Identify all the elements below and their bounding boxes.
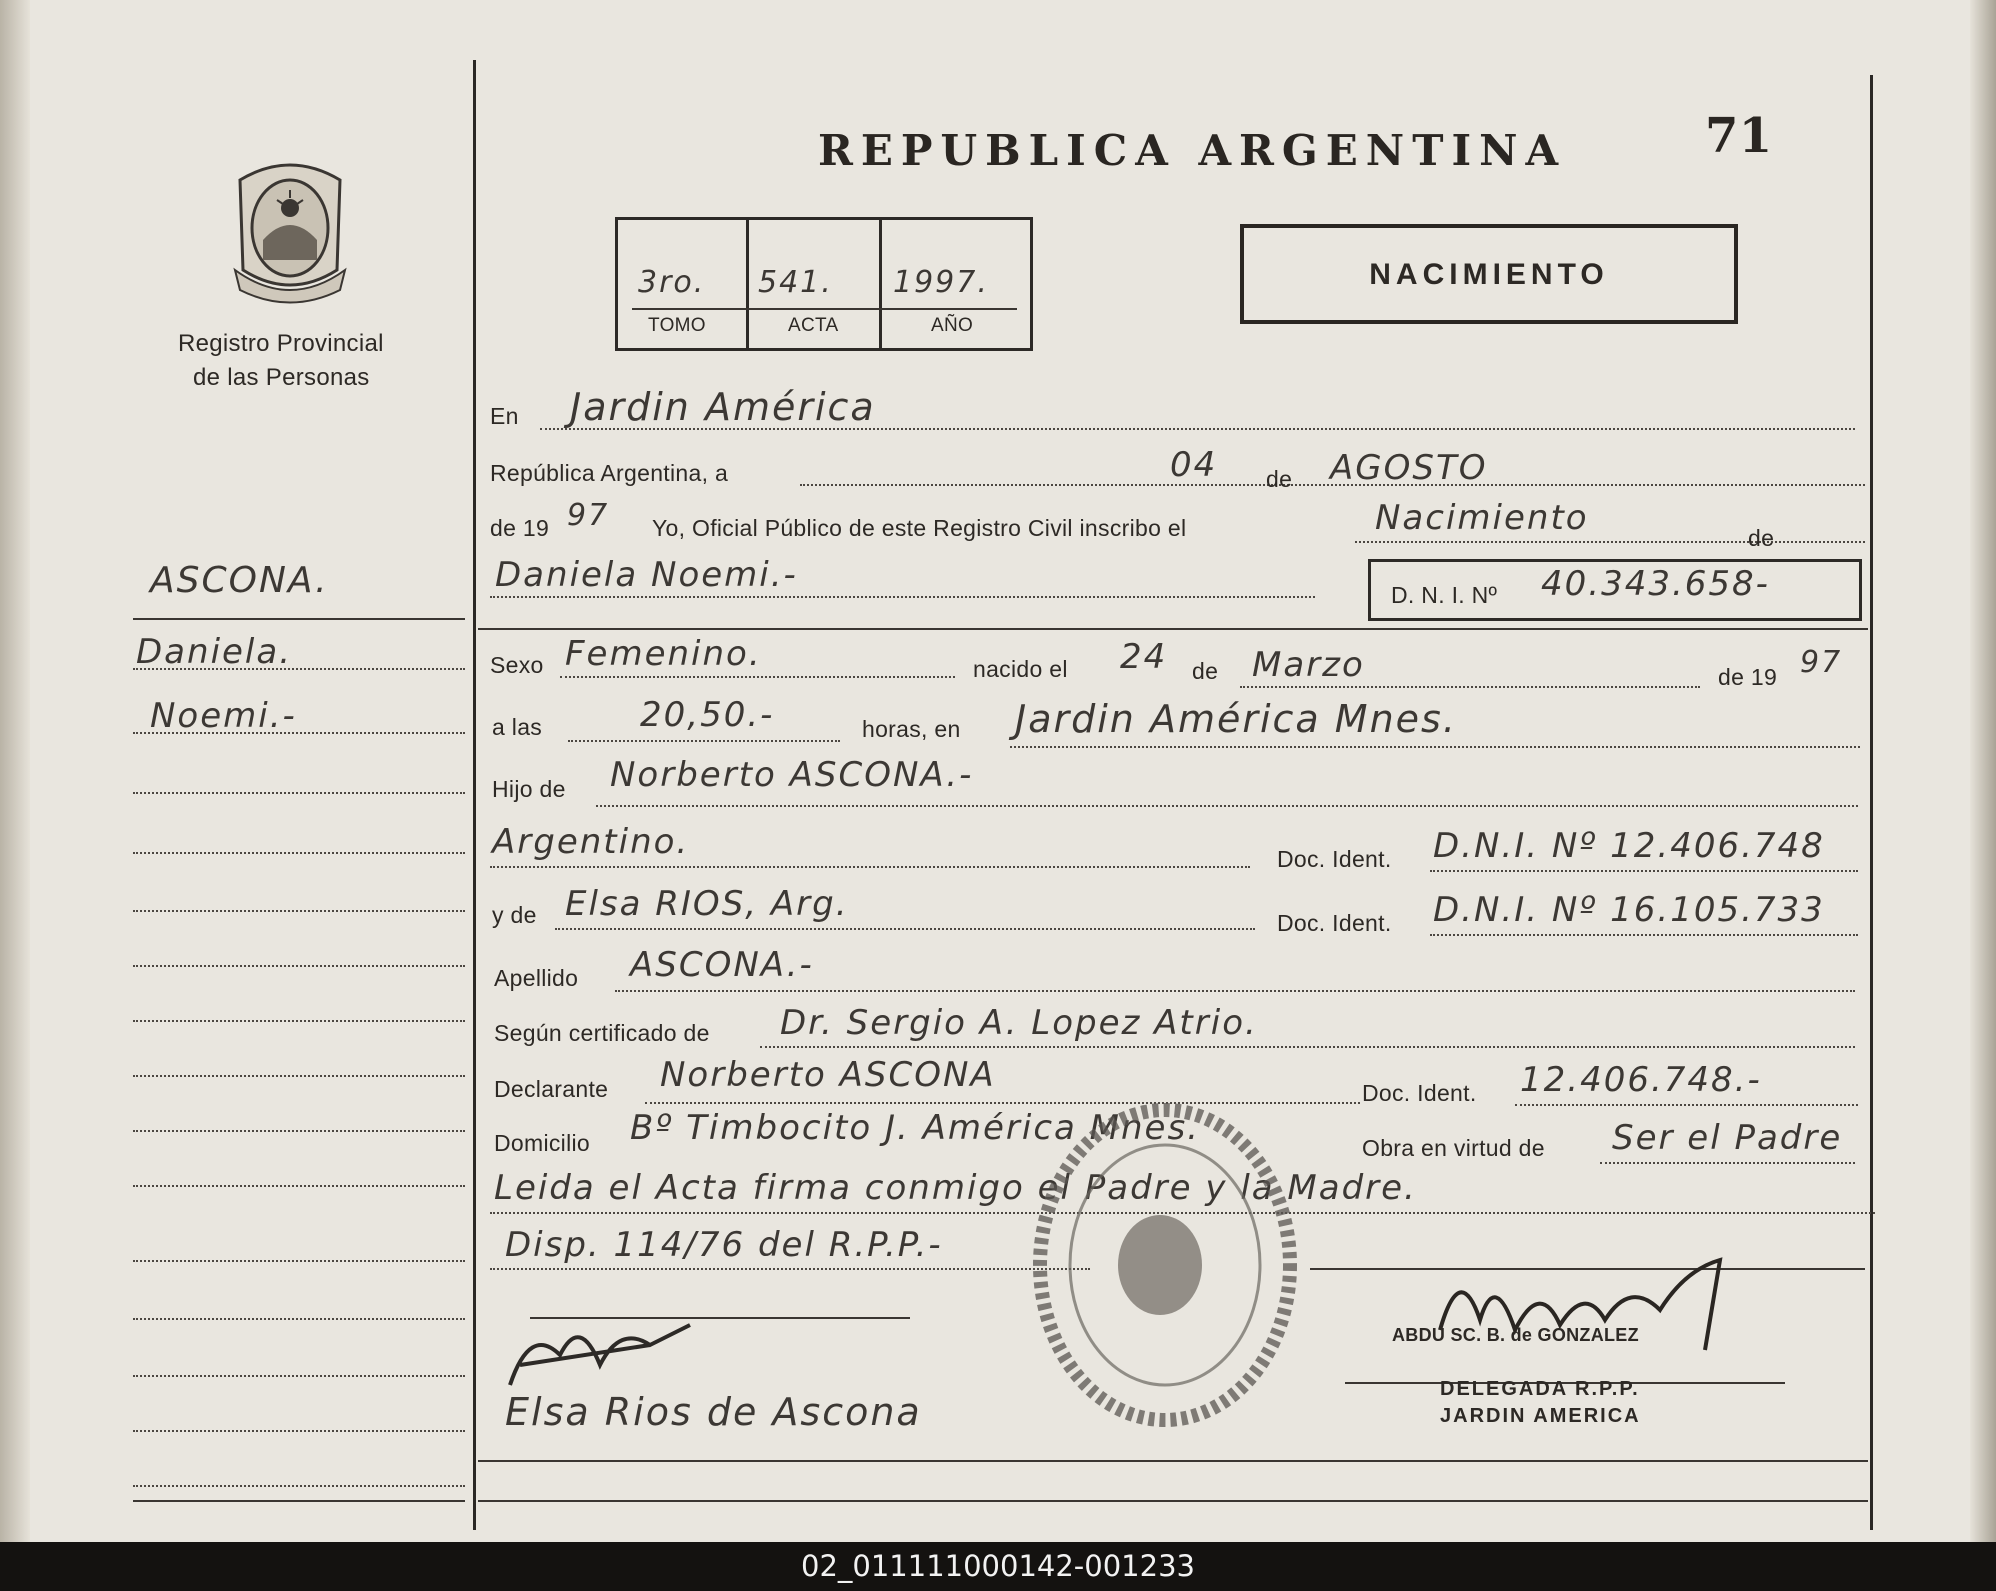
page-number: 71 <box>1705 108 1773 164</box>
section-rule <box>478 628 1868 630</box>
label-y-de: y de <box>492 902 537 928</box>
right-border <box>1870 75 1873 1530</box>
margin-middle-name: Noemi.- <box>150 696 297 736</box>
record-box <box>615 217 1033 351</box>
label-hijo-de: Hijo de <box>492 776 566 802</box>
label-segun: Según certificado de <box>494 1020 710 1046</box>
entry-father: Norberto ASCONA.- <box>610 755 974 795</box>
line-certificate <box>760 1046 1855 1048</box>
entry-surname: ASCONA.- <box>630 945 814 985</box>
entry-declarant-doc: 12.406.748.- <box>1520 1060 1762 1100</box>
stamp-line3: JARDIN AMERICA <box>1440 1405 1641 1427</box>
entry-domicile: Bº Timbocito J. América Mnes. <box>630 1108 1200 1148</box>
entry-dni: 40.343.658- <box>1541 564 1770 604</box>
line-birth-month <box>1240 686 1700 688</box>
column-divider <box>473 60 476 1530</box>
line-surname <box>615 990 1855 992</box>
bottom-rule-1 <box>478 1460 1868 1462</box>
act-type-box <box>1240 224 1738 324</box>
entry-event: Nacimiento <box>1375 498 1589 538</box>
entry-sex: Femenino. <box>565 634 762 674</box>
official-signature-icon <box>1420 1250 1740 1380</box>
country-title: REPUBLICA ARGENTINA <box>818 126 1567 175</box>
tomo-value: 3ro. <box>638 265 706 300</box>
entry-certificate: Dr. Sergio A. Lopez Atrio. <box>780 1003 1258 1043</box>
entry-time: 20,50.- <box>640 695 775 735</box>
stamp-line1: ABDU SC. B. de GONZALEZ <box>1392 1325 1639 1345</box>
stamp-line2: DELEGADA R.P.P. <box>1440 1378 1640 1400</box>
line-declarant-doc <box>1515 1104 1858 1106</box>
line-father-doc <box>1430 870 1858 872</box>
line-virtue <box>1600 1162 1855 1164</box>
acta-label: ACTA <box>788 315 839 336</box>
margin-rule <box>133 618 465 620</box>
entry-virtue: Ser el Padre <box>1612 1118 1843 1158</box>
label-de-19b: de 19 <box>1718 664 1778 690</box>
label-de-19: de 19 <box>490 515 550 541</box>
entry-child-name: Daniela Noemi.- <box>495 555 798 595</box>
label-en: En <box>490 403 519 429</box>
entry-month: AGOSTO <box>1330 448 1488 488</box>
label-domicilio: Domicilio <box>494 1130 590 1156</box>
label-doc-ident-father: Doc. Ident. <box>1277 846 1392 872</box>
act-type-title: NACIMIENTO <box>1369 258 1609 291</box>
mother-signature: Elsa Rios de Ascona <box>505 1390 922 1434</box>
line-sex <box>560 676 955 678</box>
label-apellido: Apellido <box>494 965 579 991</box>
label-republica-a: República Argentina, a <box>490 460 729 486</box>
margin-surname: ASCONA. <box>150 560 329 601</box>
misiones-seal-icon <box>225 150 355 305</box>
entry-birth-year: 97 <box>1800 645 1843 680</box>
image-id-footer: 02_011111000142-001233 <box>0 1542 1996 1591</box>
entry-birth-month: Marzo <box>1252 645 1365 685</box>
entry-birth-place: Jardin América Mnes. <box>1015 697 1457 741</box>
label-de-1: de <box>1266 466 1293 492</box>
dni-box <box>1368 559 1862 621</box>
entry-note-line1: Leida el Acta firma conmigo el Padre y la Madre. <box>494 1168 1417 1208</box>
line-time <box>568 740 840 742</box>
entry-day: 04 <box>1170 445 1218 485</box>
entry-mother: Elsa RIOS, Arg. <box>565 884 849 924</box>
registry-name-line2: de las Personas <box>193 364 370 391</box>
line-note-2 <box>490 1268 1090 1270</box>
entry-declarant: Norberto ASCONA <box>660 1055 996 1095</box>
entry-mother-doc: D.N.I. Nº 16.105.733 <box>1433 890 1825 930</box>
label-sexo: Sexo <box>490 652 544 678</box>
line-child-name <box>490 596 1315 598</box>
entry-note-line2: Disp. 114/76 del R.P.P.- <box>505 1225 943 1265</box>
registry-name-line1: Registro Provincial <box>178 330 384 357</box>
label-de-2: de <box>1748 525 1775 551</box>
anio-label: AÑO <box>931 315 974 336</box>
bottom-rule-2 <box>478 1500 1868 1502</box>
line-event <box>1355 541 1865 543</box>
label-declarante: Declarante <box>494 1076 609 1102</box>
label-horas-en: horas, en <box>862 716 961 742</box>
line-birth-place <box>1010 746 1860 748</box>
tomo-label: TOMO <box>648 315 706 336</box>
line-nationality <box>490 866 1250 868</box>
anio-value: 1997. <box>893 265 989 300</box>
line-mother <box>555 928 1255 930</box>
entry-father-nationality: Argentino. <box>492 822 690 862</box>
registry-round-stamp-icon <box>1020 1090 1310 1440</box>
entry-year-suffix: 97 <box>567 498 610 533</box>
entry-birth-day: 24 <box>1120 637 1168 677</box>
label-a-las: a las <box>492 714 543 740</box>
label-doc-ident-declarant: Doc. Ident. <box>1362 1080 1477 1106</box>
margin-first-name: Daniela. <box>136 632 293 672</box>
label-obra: Obra en virtud de <box>1362 1135 1545 1161</box>
acta-value: 541. <box>758 265 833 300</box>
label-de-3: de <box>1192 658 1219 684</box>
entry-place: Jardin América <box>570 385 876 429</box>
line-mother-doc <box>1430 934 1858 936</box>
label-dni: D. N. I. Nº <box>1391 582 1498 608</box>
entry-father-doc: D.N.I. Nº 12.406.748 <box>1433 826 1825 866</box>
line-father <box>596 805 1858 807</box>
label-nacido-el: nacido el <box>973 656 1068 682</box>
label-doc-ident-mother: Doc. Ident. <box>1277 910 1392 936</box>
label-yo-oficial: Yo, Oficial Público de este Registro Civil inscribo el <box>652 515 1187 541</box>
